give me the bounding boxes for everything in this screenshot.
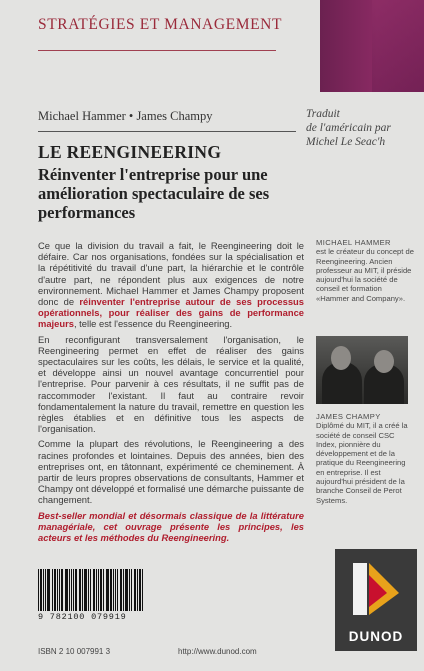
barcode	[38, 569, 148, 622]
tagline: Best-seller mondial et désormais classique de la littérature managériale, cet ouvrage présente les principes, les acteurs et les méthodes du Reengineering.	[38, 509, 304, 544]
barcode-bar	[38, 569, 39, 611]
authors-photo	[316, 336, 408, 404]
barcode-bar	[40, 569, 42, 611]
barcode-bar	[115, 569, 116, 611]
barcode-bar	[79, 569, 81, 611]
bio-champy-name: JAMES CHAMPY	[316, 412, 381, 421]
barcode-bar	[52, 569, 53, 611]
barcode-bars	[38, 569, 148, 611]
barcode-bar	[110, 569, 112, 611]
barcode-bar	[47, 569, 50, 611]
translator-line-3: Michel Le Seac'h	[306, 136, 386, 148]
back-cover-text	[38, 240, 304, 547]
bio-hammer-name: MICHAEL HAMMER	[316, 238, 391, 247]
barcode-bar	[103, 569, 104, 611]
paragraph-3: Comme la plupart des révolutions, le Reengineering a des racines profondes et lointaines. Depuis des années, bien des entreprises ont, en tâtonnant, expérimenté ce cheminement. À partir de leurs propres observations de consultants, Hammer et Champy ont développé et formalisé une démarche puissante de changement.	[38, 438, 304, 506]
series-divider	[38, 50, 276, 51]
barcode-bar	[82, 569, 83, 611]
barcode-bar	[69, 569, 70, 611]
barcode-bar	[90, 569, 91, 611]
barcode-bar	[113, 569, 114, 611]
barcode-bar	[59, 569, 60, 611]
bio-hammer	[316, 238, 416, 303]
authors: Michael Hammer • James Champy	[38, 109, 213, 123]
translator-credit	[306, 107, 418, 149]
barcode-bar	[84, 569, 87, 611]
barcode-bar	[134, 569, 136, 611]
bio-hammer-text: est le créateur du concept de Reengineering. Ancien professeur au MIT, il préside aujourd'hui la société de conseil et formation «Hammer and Company».	[316, 247, 414, 303]
barcode-bar	[142, 569, 143, 611]
barcode-bar	[45, 569, 46, 611]
paragraph-1	[38, 240, 304, 330]
corner-color-block	[320, 0, 424, 92]
barcode-bar	[125, 569, 128, 611]
barcode-bar	[54, 569, 56, 611]
barcode-bar	[57, 569, 58, 611]
isbn: ISBN 2 10 007991 3	[38, 647, 111, 656]
dunod-emblem-icon	[347, 555, 405, 623]
barcode-bar	[120, 569, 122, 611]
barcode-bar	[123, 569, 124, 611]
bio-champy-text: Diplômé du MIT, il a créé la société de conseil CSC Index, pionnière du développement et de la pratique du Reengineering en entreprise. Il est aujourd'hui président de la branche Conseil de Perot Systems.	[316, 421, 408, 505]
barcode-bar	[93, 569, 95, 611]
barcode-bar	[43, 569, 44, 611]
bio-champy	[316, 412, 416, 505]
publisher-logo	[335, 549, 417, 651]
barcode-bar	[139, 569, 141, 611]
barcode-bar	[137, 569, 138, 611]
barcode-bar	[98, 569, 99, 611]
barcode-bar	[131, 569, 132, 611]
barcode-bar	[106, 569, 109, 611]
publisher-url: http://www.dunod.com	[178, 647, 257, 656]
barcode-bar	[65, 569, 68, 611]
series-title: STRATÉGIES ET MANAGEMENT	[38, 16, 283, 33]
barcode-number: 9 782100 079919	[38, 612, 127, 622]
book-title: LE REENGINEERING	[38, 142, 222, 162]
barcode-bar	[96, 569, 97, 611]
translator-line-1: Traduit	[306, 108, 340, 120]
photo-head-right	[374, 350, 394, 373]
barcode-bar	[129, 569, 130, 611]
barcode-bar	[100, 569, 102, 611]
paragraph-1-start: Ce que la division du travail a fait, le Reengineering doit le défaire. Car nos organisations, fondées sur la spécialisation et la répétitivité du travail d'une part, la hiérarchie et le contrôle d'autre part, ne répondent plus aux exigences de notre environnement. Michael Hammer et James Champy proposent donc de	[38, 240, 304, 308]
book-subtitle: Réinventer l'entreprise pour une amélioration spectaculaire de ses performances	[38, 165, 270, 222]
barcode-bar	[117, 569, 118, 611]
paragraph-1-end: , telle est l'essence du Reengineering.	[73, 318, 233, 330]
paragraph-1-highlight: réinventer l'entreprise autour de ses processus opérationnels, pour réaliser des gains de performance majeurs	[38, 296, 304, 330]
translator-line-2: de l'américain par	[306, 122, 391, 134]
barcode-bar	[73, 569, 74, 611]
barcode-bar	[88, 569, 89, 611]
barcode-bar	[75, 569, 77, 611]
barcode-bar	[71, 569, 72, 611]
barcode-bar	[61, 569, 63, 611]
authors-divider	[38, 131, 296, 132]
paragraph-2: En reconfigurant transversalement l'organisation, le Reengineering permet en effet de réaliser des gains spectaculaires sur les coûts, les délais, le service et la qualité, et développe ainsi un nouvel avantage concurrentiel pour l'entreprise. Pour parvenir à ces résultats, il ne suffit pas de raccommoder l'existant. Il faut au contraire revoir fondamentalement la nature du travail, remettre en question les règles établies et en définitive tous les aspects de l'organisation.	[38, 333, 304, 435]
photo-head-left	[331, 346, 351, 370]
publisher-name: DUNOD	[348, 629, 404, 644]
